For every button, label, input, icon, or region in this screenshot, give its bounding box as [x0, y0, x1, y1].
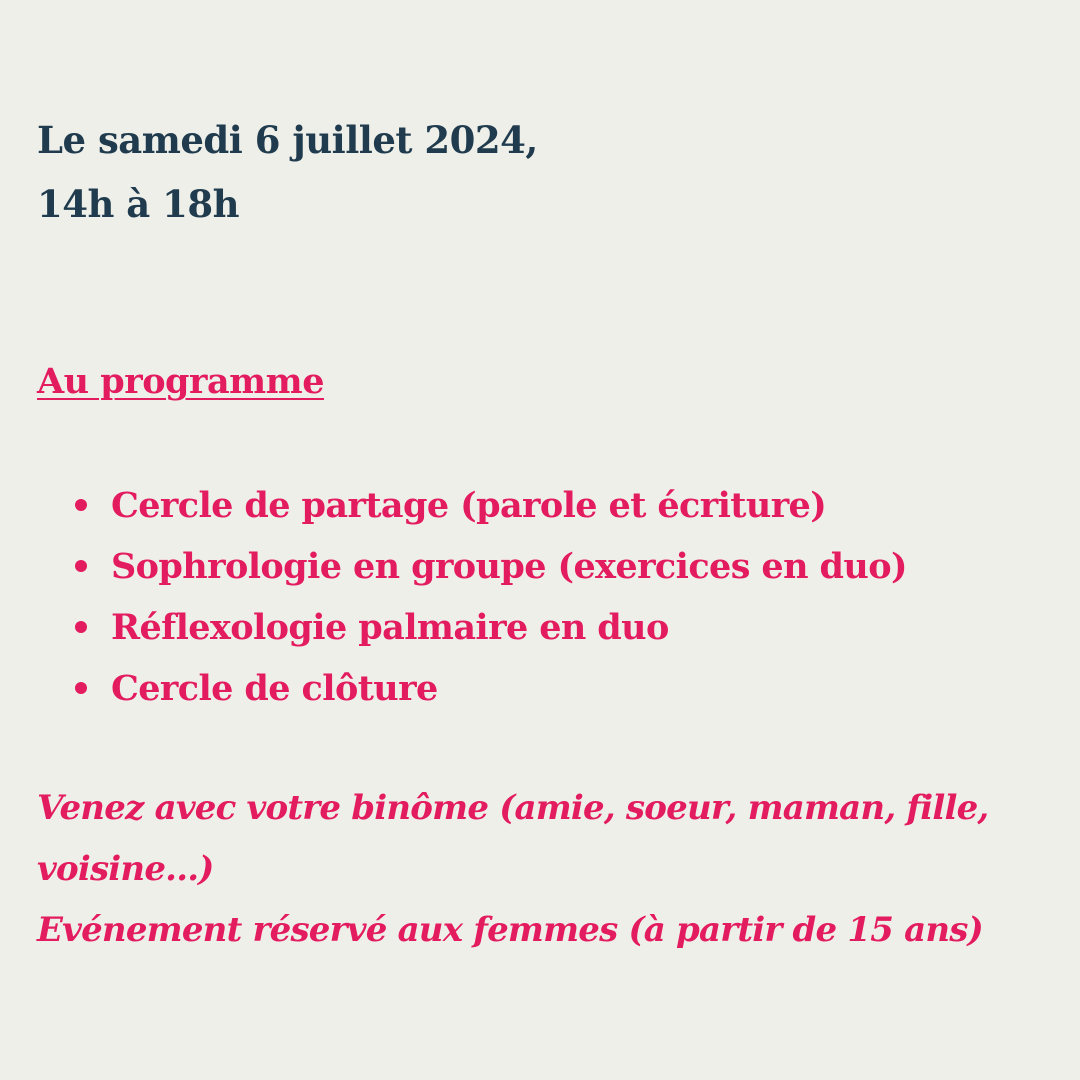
- program-item-label: Cercle de clôture: [111, 668, 438, 709]
- event-date: Le samedi 6 juillet 2024,: [37, 118, 538, 162]
- bullet-icon: [75, 499, 87, 511]
- event-notes: [37, 778, 1037, 961]
- companion-note-line-2: voisine...): [37, 849, 214, 889]
- program-title: Au programme: [37, 361, 324, 402]
- program-item-group-sophrology: [72, 536, 907, 597]
- program-list: [72, 475, 907, 719]
- program-item-label: Cercle de partage (parole et écriture): [111, 485, 827, 526]
- women-only-note: Evénement réservé aux femmes (à partir de 15 ans): [37, 910, 983, 950]
- event-date-time: [37, 108, 538, 236]
- event-time: 14h à 18h: [37, 182, 240, 226]
- bullet-icon: [75, 621, 87, 633]
- program-item-label: Réflexologie palmaire en duo: [111, 607, 669, 648]
- program-item-closing-circle: [72, 658, 907, 719]
- bullet-icon: [75, 682, 87, 694]
- program-item-palmar-reflexology: [72, 597, 907, 658]
- bullet-icon: [75, 560, 87, 572]
- program-item-sharing-circle: [72, 475, 907, 536]
- program-item-label: Sophrologie en groupe (exercices en duo): [111, 546, 907, 587]
- companion-note-line-1: Venez avec votre binôme (amie, soeur, maman, fille,: [37, 788, 989, 828]
